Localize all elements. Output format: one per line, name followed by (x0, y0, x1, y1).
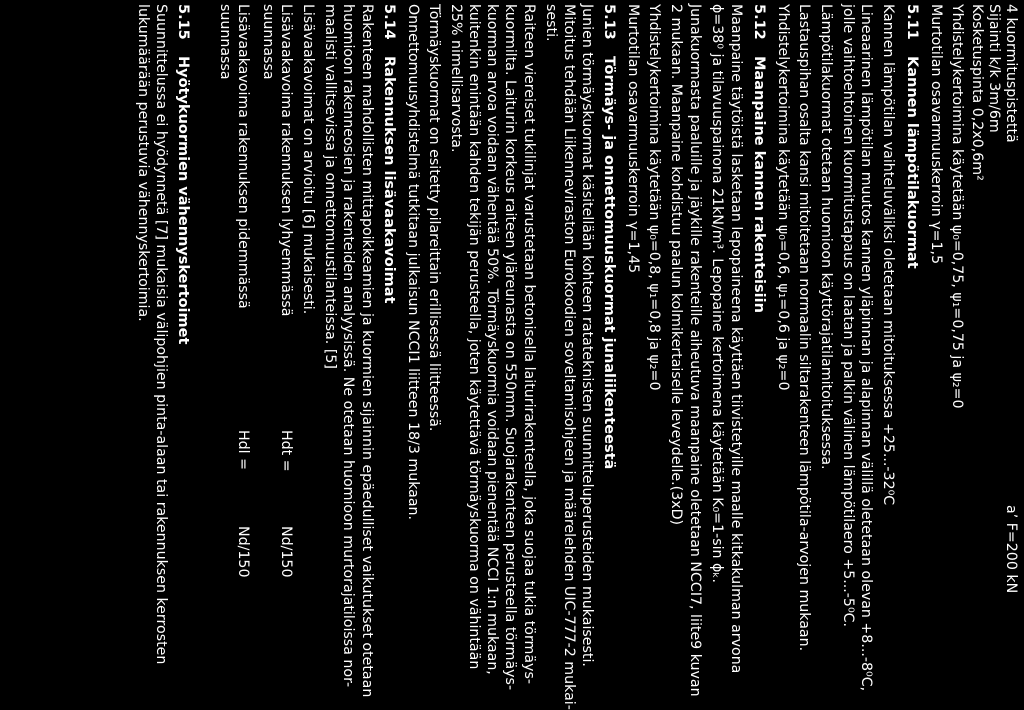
section-title: Maanpaine kannen rakenteisiin (751, 56, 767, 313)
paragraph-line: Lisävaakavoimat on arvioitu [6] mukaisesti. (300, 4, 316, 315)
paragraph-line: kuitenkin enintään kahden tekijän perusteella, joten käytettävä törmäyskuorma on vähintään (466, 4, 482, 670)
text-line: Yhdistelykertoimina käytetään ψ₀=0,75, ψ₁=0,75 ja ψ₂=0 (949, 4, 965, 409)
formula-value: Nd/150 (278, 526, 294, 578)
paragraph-line: Murtotilan osavarmuuskerroin γ=1,45 (625, 4, 641, 274)
paragraph-line: Lineaarinen lämpötilan muutos kannen yläpinnan ja alapinnan välillä oletetaan olevan +8...-8⁰C, (858, 4, 874, 692)
paragraph-line: Mitoitus tehdään Liikenneviraston Eurokoodien soveltamisohjeen ja määrelehden UIC-777-2 mukai- (561, 4, 577, 710)
paragraph-line: Rakenteen mahdollisten mittapoikkeamien ja kuormien sijainnin epäedulliset vaikutukset otetaan (359, 4, 375, 698)
paragraph-line: Raiteen viereiset tukilinjat varustetaan betonisella laiturirakenteella, joka suojaa tukia törmäys- (521, 4, 537, 684)
paragraph-line: Lisävaakavoima rakennuksen lyhyemmässä (278, 4, 294, 317)
paragraph-line: kuormilta. Laiturin korkeus raiteen yläreunasta on 550mm. Suojarakenteen perusteella törmäys- (502, 4, 518, 691)
formula-value: Nd/150 (235, 526, 251, 578)
paragraph-line: 25% nimellisarvosta. (448, 4, 464, 153)
paragraph-line: Törmäyskuormat on esitetty pilareittain erillisessä liitteessä. (426, 4, 442, 432)
text-line: Murtotilan osavarmuuskerroin γ=1,5 (928, 4, 944, 265)
paragraph-line: suunnassa (217, 4, 233, 80)
paragraph-line: Yhdistelykertoimina käytetään ψ₀=0,8, ψ₁=0,8 ja ψ₂=0 (646, 4, 662, 391)
paragraph-line: jolle vaihtoehtoinen kuormitustapaus on laatan ja palkin välinen lämpötilaero +5...-5⁰C. (840, 4, 856, 628)
section-number: 5.14 (381, 4, 397, 40)
paragraph-line: ϕ=38⁰ ja tilavuuspainona 21kN/m³. Lepopaine kertoimena käytetään K₀=1-sin ϕₖ. (709, 4, 725, 583)
text-line: a’ F=200 kN (1003, 505, 1019, 594)
paragraph-line: huomioon rakenneosien ja rakenteiden analyysissä. Ne otetaan huomioon murtorajatiloissa nor- (340, 4, 356, 688)
section-number: 5.11 (904, 4, 920, 40)
paragraph-line: Lisävaakavoima rakennuksen pidemmässä (235, 4, 251, 309)
paragraph-line: Suunnittelussa ei hyödynnetä [7] mukaisia välipohjien pinta-alaan tai rakennuksen kerrosten (153, 4, 169, 665)
text-line: 4 kuormituspistettä (1003, 4, 1019, 143)
paragraph-line: Yhdistelykertoimina käytetään ψ₀=0,6, ψ₁=0,6 ja ψ₂=0 (775, 4, 791, 391)
formula-symbol: Hdt = (278, 430, 294, 472)
paragraph-line: Kannen lämpötilan vaihteluväliksi oletetaan mitoituksessa +25...-32⁰C (880, 4, 896, 506)
section-title: Hyötykuormien vähennyskertoimet (175, 56, 191, 345)
section-title: Kannen lämpötilakuormat (904, 56, 920, 269)
text-line: Kosketuspinta 0,2x0,6m² (969, 4, 985, 181)
paragraph-line: 2 mukaan. Maanpaine kohdistuu paalun kolmikertaiselle leveydelle.(3xD) (668, 4, 684, 526)
paragraph-line: maalisti vallitsevissa ja onnettomuustilanteissa. [5] (322, 4, 338, 369)
paragraph-line: kuorman arvoa voidaan vähentää 50%. Törmäyskuormia voidaan pienentää NCCI 1:n mukaan, (484, 4, 500, 675)
paragraph-line: Maanpaine täytöistä lasketaan lepopaineena käyttäen tiivistetyille maalle kitkakulman arvona (728, 4, 744, 674)
section-number: 5.15 (175, 4, 191, 40)
paragraph-line: Lastauspihan osalta kansi mitoitetaan normaalin siltarakenteen lämpötila-arvojen mukaan. (796, 4, 812, 652)
paragraph-line: Junakuormasta paaluille ja jäykille rakenteille aiheutuva maanpaine oletetaan NCCI7, liite9 kuvan (687, 4, 703, 697)
paragraph-line: sesti. (543, 4, 559, 42)
paragraph-line: Lämpötilakuormat otetaan huomioon käyttörajatilamitoituksessa. (818, 4, 834, 470)
section-number: 5.12 (751, 4, 767, 40)
formula-symbol: Hdl = (235, 430, 251, 471)
paragraph-line: lukumäärään perustuvia vähennyskertoimia. (135, 4, 151, 322)
section-number: 5.13 (601, 4, 617, 40)
section-title: Rakennuksen lisävaakavoimat (381, 56, 397, 304)
paragraph-line: Onnettomuusyhdistelmä tutkitaan julkaisun NCCI1 liitteen 18/3 mukaan. (405, 4, 421, 521)
paragraph-line: Junien törmäyskuormat käsitellään kohteen ratateknisten suunnitteluperusteiden mukaisesti. (579, 4, 595, 667)
text-line: Sijainti k/k 3m/6m (986, 4, 1002, 133)
section-title: Törmäys- ja onnettomuuskuormat junaliikenteestä (601, 56, 617, 470)
paragraph-line: suunnassa (260, 4, 276, 80)
